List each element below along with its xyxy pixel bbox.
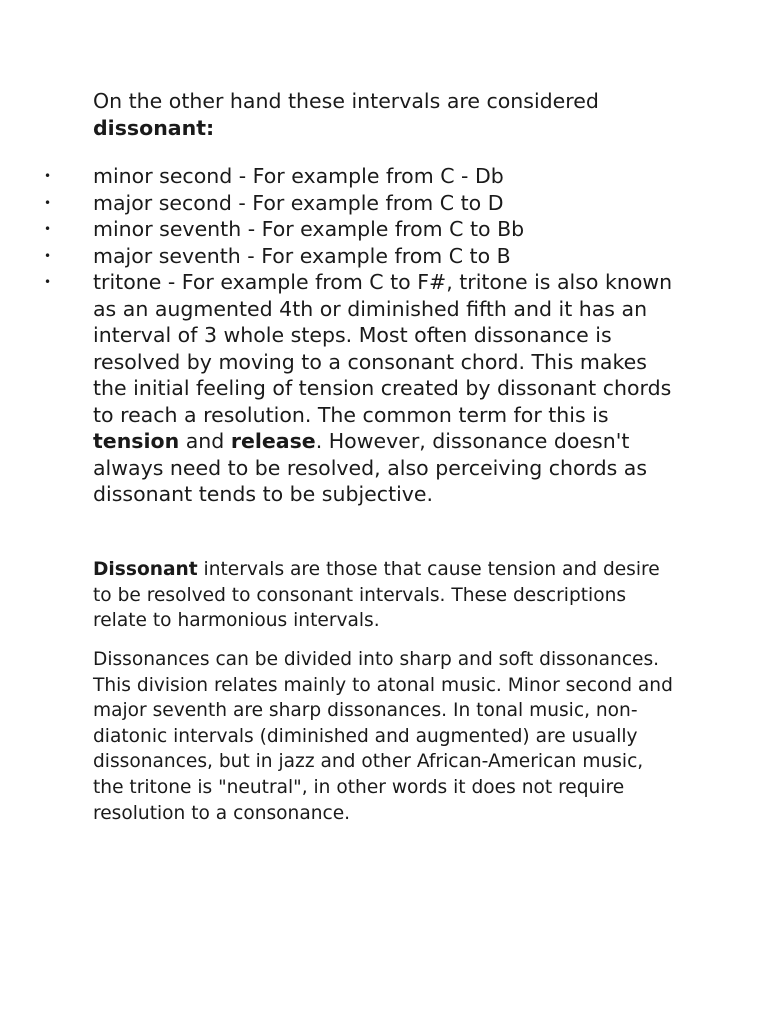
dissonant-bold: Dissonant <box>93 559 198 580</box>
definition-text: intervals are those that cause tension and desire to be resolved to consonant intervals. These descriptions relate to harmonious intervals. <box>93 559 660 632</box>
intro-paragraph <box>93 88 693 141</box>
list-item <box>0 163 683 190</box>
bullet-icon: • <box>44 275 52 289</box>
dissonant-definition-paragraph <box>93 557 673 634</box>
tritone-text-2: and <box>179 429 231 453</box>
tritone-text-1: tritone - For example from C to F#, tritone is also known as an augmented 4th or diminished fifth and it has an interval of 3 whole steps. Most often dissonance is resolved by moving to a consonant chord. This makes the initial feeling of tension created by dissonant chords to reach a resolution. The common term for this is <box>93 270 673 427</box>
list-item <box>0 190 683 217</box>
list-item-text: major seventh - For example from C to B <box>93 243 511 268</box>
tritone-text-3: . However, dissonance doesn't always need to be resolved, also perceiving chords as dissonant tends to be subjective. <box>93 429 648 506</box>
bullet-icon: • <box>44 248 52 263</box>
list-item <box>0 216 683 243</box>
list-item-text: minor second - For example from C - Db <box>93 164 504 188</box>
intro-text: On the other hand these intervals are considered <box>93 89 599 113</box>
tension-bold: tension <box>93 429 180 453</box>
types-text: Dissonances can be divided into sharp and soft dissonances. This division relates mainly to atonal music. Minor second and major seventh are sharp dissonances. In tonal music, non-diatonic intervals (diminished and augmented) are usually dissonances, but in jazz and other African-American music, the tritone is "neutral", in other words it does not require resolution to a consonance. <box>93 649 673 824</box>
intro-bold-term: dissonant: <box>93 115 215 140</box>
list-item-text: minor seventh - For example from C to Bb <box>93 217 525 241</box>
dissonance-types-paragraph <box>93 647 673 826</box>
list-item <box>0 243 683 270</box>
list-item-text: major second - For example from C to D <box>93 190 504 215</box>
bullet-icon: • <box>44 169 52 183</box>
list-item-tritone <box>0 269 683 508</box>
release-bold: release <box>230 429 316 453</box>
bullet-icon: • <box>44 222 52 236</box>
dissonant-interval-list <box>0 163 768 508</box>
bullet-icon: • <box>44 195 52 210</box>
